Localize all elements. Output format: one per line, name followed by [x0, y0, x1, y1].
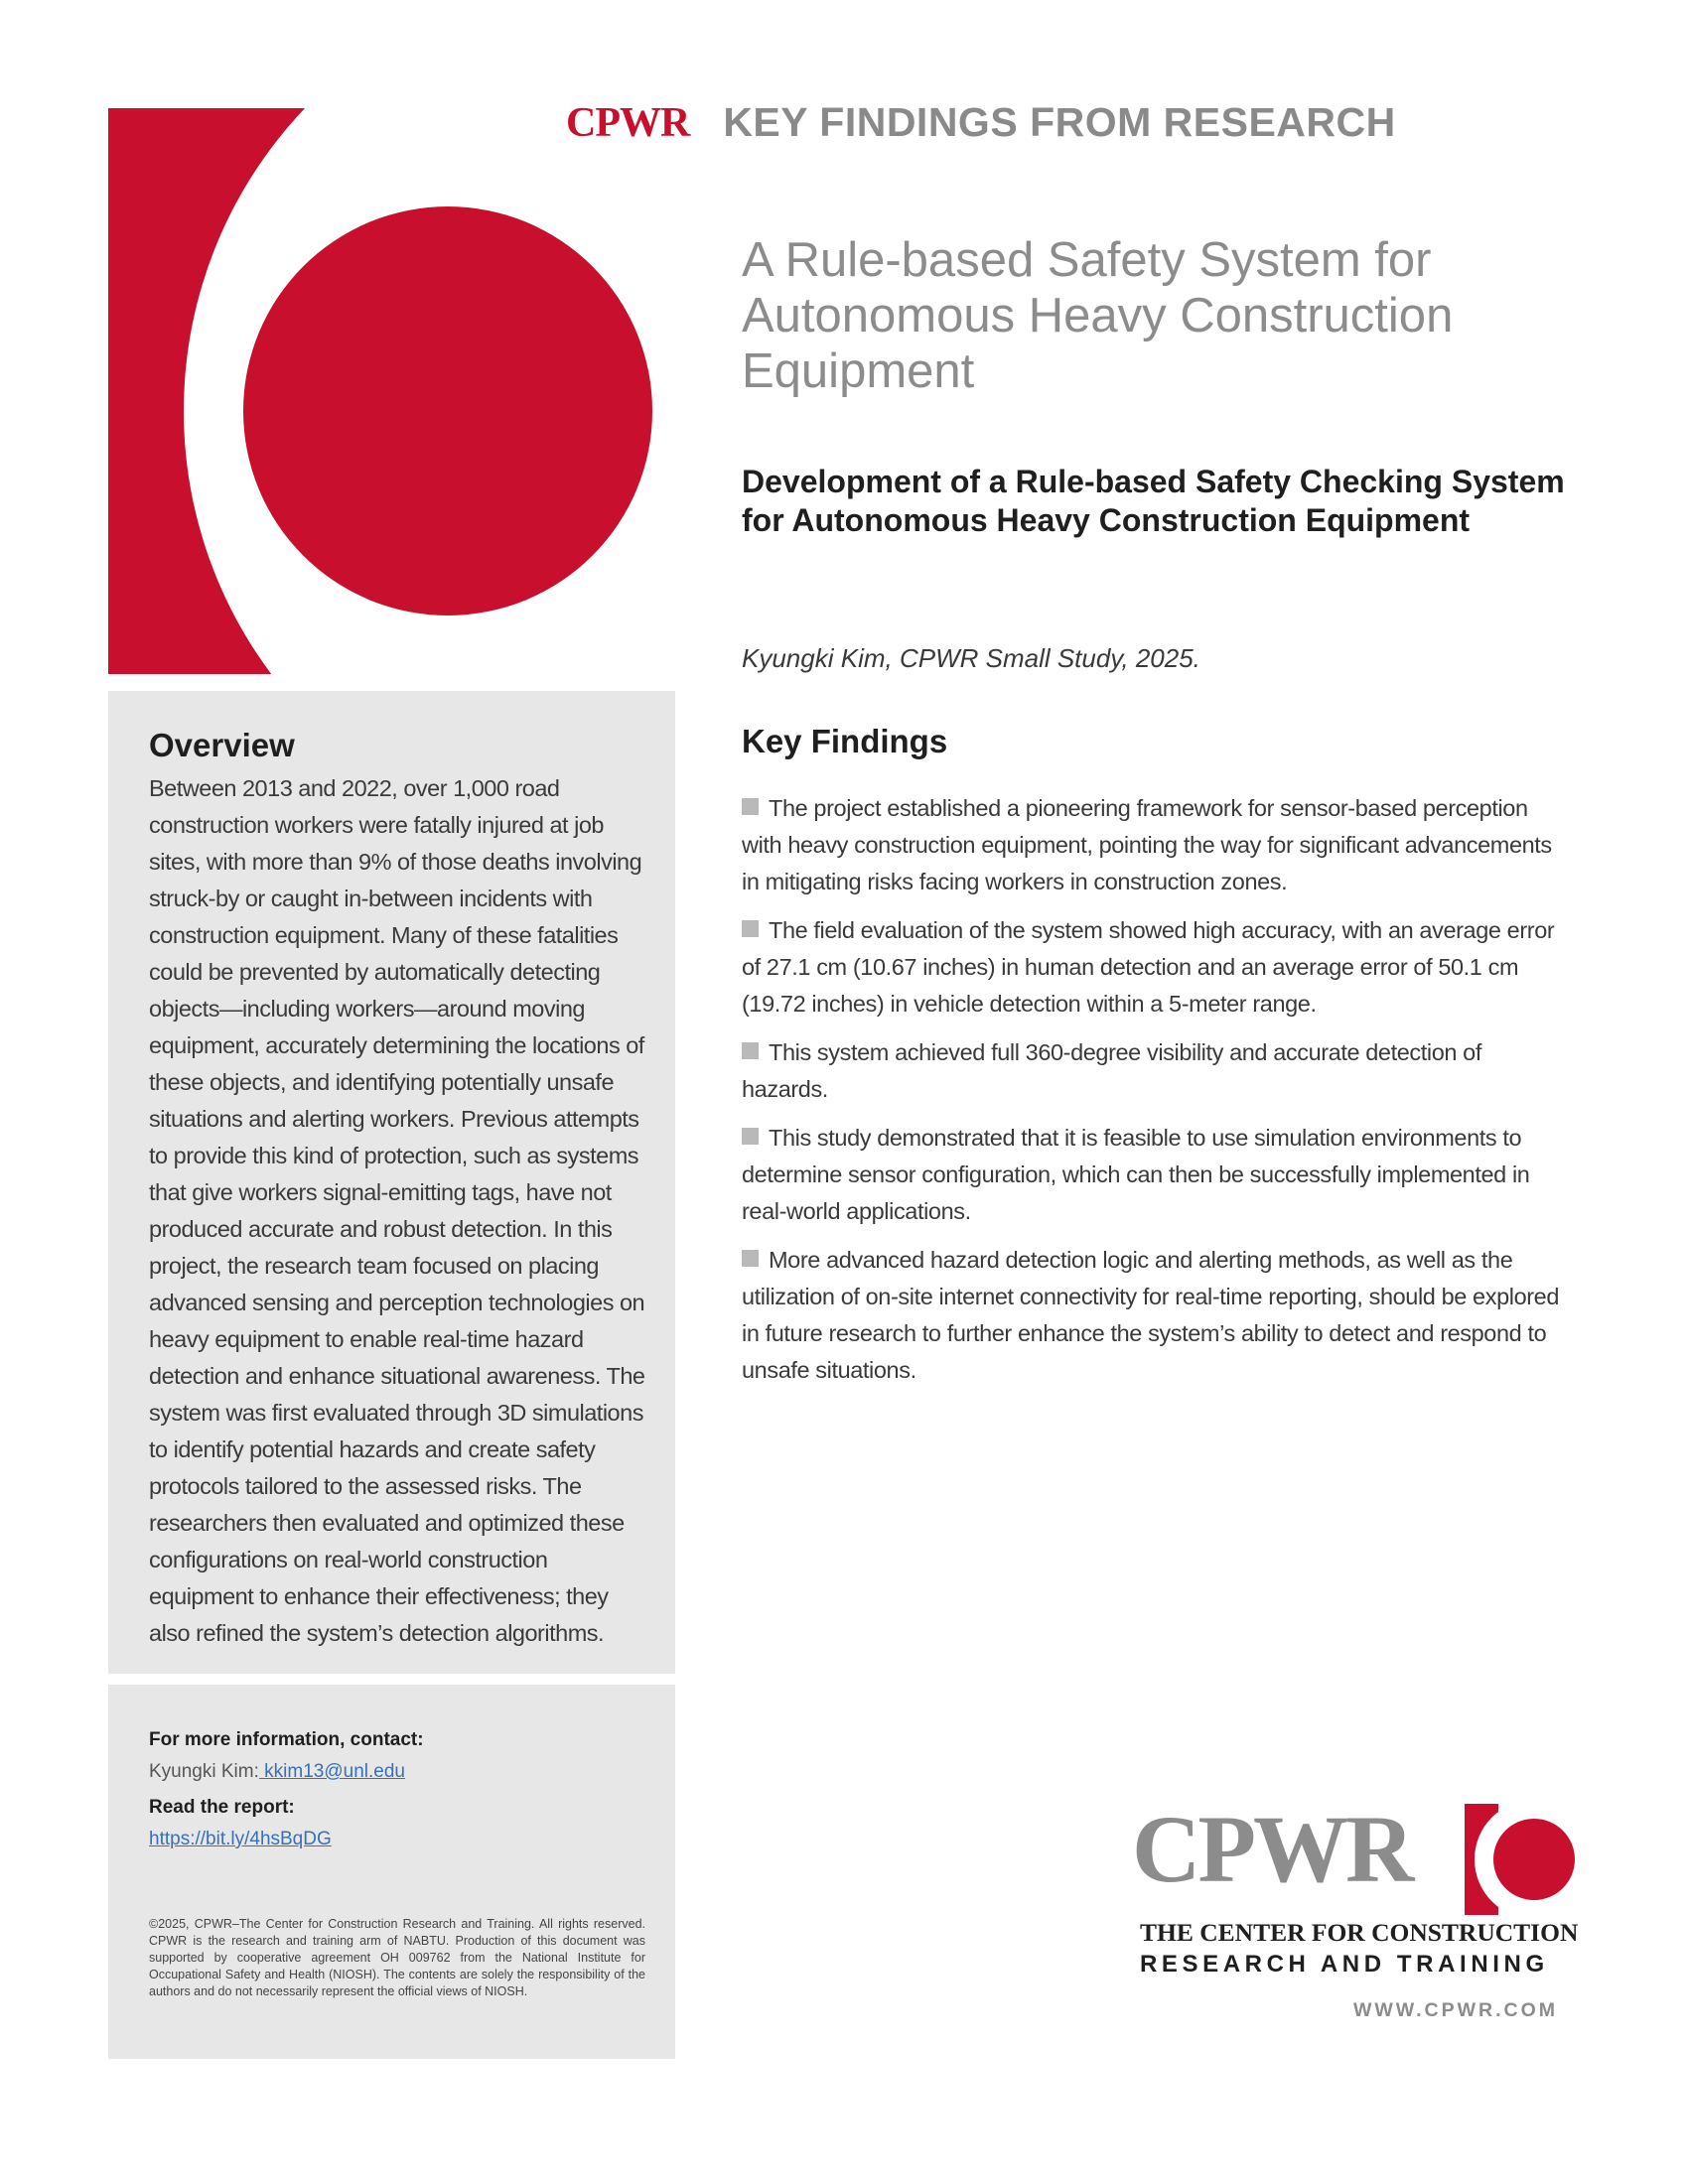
square-bullet-icon [742, 1128, 759, 1145]
contact-name: Kyungki Kim: [149, 1761, 259, 1782]
more-info-label: For more information, contact: [149, 1729, 424, 1750]
cpwr-mark-icon [1465, 1804, 1576, 1915]
finding-item [742, 790, 1566, 900]
square-bullet-icon [742, 1042, 759, 1059]
copyright-notice: ©2025, CPWR–The Center for Construction Research and Training. All rights reserved. CPWR is the research and training arm of NABTU. Production of this document was supported by cooperative agreement OH 009762 from the National Institute for Occupational Safety and Health (NIOSH). The contents are solely the responsibility of the authors and do not necessarily represent the official views of NIOSH. [149, 1917, 645, 1998]
overview-panel [108, 691, 675, 1674]
footer-wordmark: CPWR [1132, 1796, 1412, 1902]
footer-website[interactable]: WWW.CPWR.COM [1353, 1999, 1559, 2021]
report-line [149, 1824, 645, 1855]
finding-item [742, 1034, 1566, 1108]
square-bullet-icon [742, 798, 759, 815]
finding-text: More advanced hazard detection logic and alerting methods, as well as the utilization of on-site internet connectivity for real-time reporting, should be explored in future research to further enhance the system’s ability to detect and respond to unsafe situations. [742, 1247, 1559, 1383]
header-logo: CPWR [566, 100, 690, 146]
contact-email-link[interactable]: kkim13@unl.edu [258, 1761, 405, 1782]
footer-org-line2: RESEARCH AND TRAINING [1140, 1951, 1549, 1978]
document-title: A Rule-based Safety System for Autonomous Heavy Construction Equipment [742, 233, 1454, 398]
finding-text: The field evaluation of the system showed high accuracy, with an average error of 27.1 cm (10.67 inches) in human detection and an average error of 50.1 cm (19.72 inches) in vehicle detection within a 5-meter range. [742, 917, 1555, 1017]
finding-text: The project established a pioneering framework for sensor-based perception with heavy construction equipment, pointing the way for significant advancements in mitigating risks facing workers in construction zones. [742, 795, 1552, 894]
finding-text: This system achieved full 360-degree visibility and accurate detection of hazards. [742, 1039, 1481, 1102]
finding-item [742, 912, 1566, 1023]
key-findings-list [742, 790, 1566, 1401]
overview-body: Between 2013 and 2022, over 1,000 road construction workers were fatally injured at job sites, with more than 9% of those deaths involving struck-by or caught in-between incidents with construction equipment. Many of these fatalities could be prevented by automatically detecting objects—including workers—around moving equipment, accurately determining the locations of these objects, and identifying potentially unsafe situations and alerting workers. Previous attempts to provide this kind of protection, such as systems that give workers signal-emitting tags, have not produced accurate and robust detection. In this project, the research team focused on placing advanced sensing and perception technologies on heavy equipment to enable real-time hazard detection and enhance situational awareness. The system was first evaluated through 3D simulations to identify potential hazards and create safety protocols tailored to the assessed risks. The researchers then evaluated and optimized these configurations on real-world construction equipment to enhance their effectiveness; they also refined the system’s detection algorithms. [149, 775, 645, 1646]
header-bar [566, 99, 1396, 147]
finding-item [742, 1242, 1566, 1389]
contact-panel [108, 1685, 675, 2059]
square-bullet-icon [742, 1250, 759, 1267]
document-subtitle: Development of a Rule-based Safety Checking System for Autonomous Heavy Construction Equipment [742, 464, 1565, 538]
document-citation: Kyungki Kim, CPWR Small Study, 2025. [742, 643, 1200, 673]
footer-org-line1: THE CENTER FOR CONSTRUCTION [1140, 1918, 1579, 1947]
finding-item [742, 1120, 1566, 1230]
key-findings-heading: Key Findings [742, 723, 948, 759]
finding-text: This study demonstrated that it is feasible to use simulation environments to determine sensor configuration, which can then be successfully implemented in real-world applications. [742, 1125, 1530, 1224]
overview-heading: Overview [149, 727, 295, 763]
hero-logo-graphic [108, 108, 674, 674]
header-title: KEY FINDINGS FROM RESEARCH [723, 99, 1396, 145]
report-link[interactable]: https://bit.ly/4hsBqDG [149, 1829, 332, 1849]
report-label: Read the report: [149, 1797, 295, 1818]
hero-red-disk [243, 206, 652, 615]
square-bullet-icon [742, 920, 759, 937]
contact-line [149, 1756, 645, 1788]
